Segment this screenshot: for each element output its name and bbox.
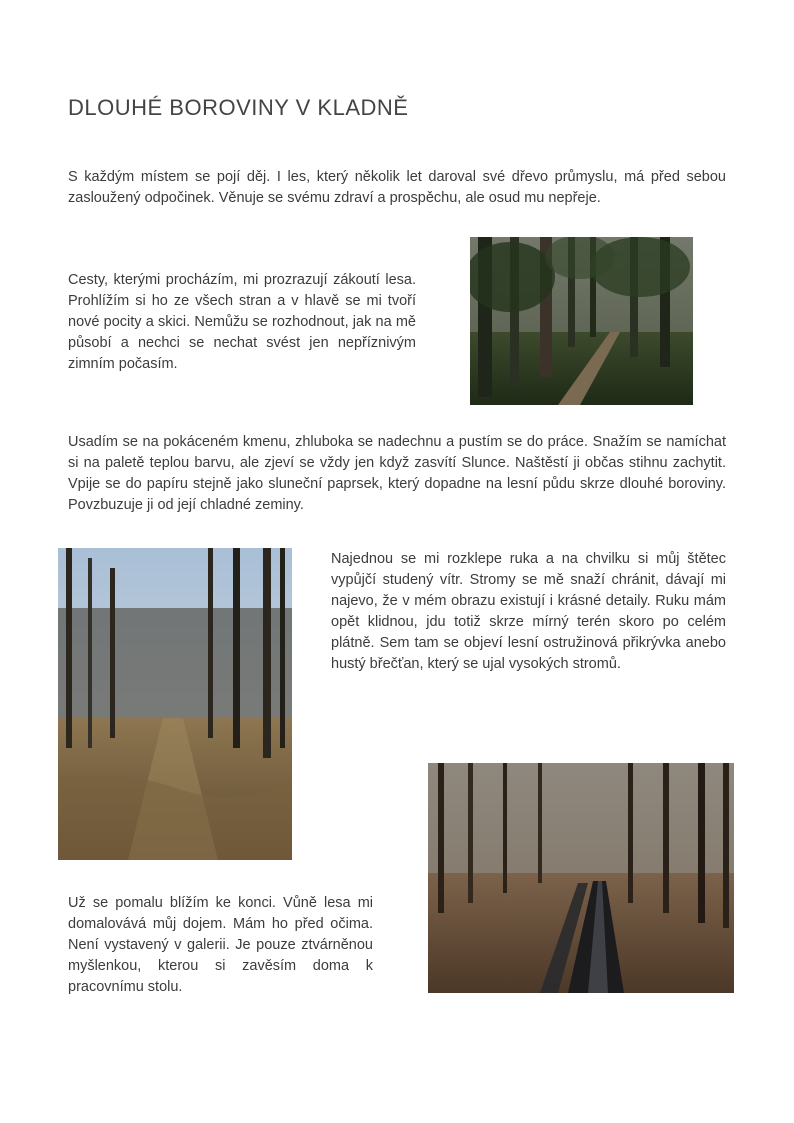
paragraph-paths: Cesty, kterými procházím, mi prozrazují zákoutí lesa. Prohlížím si ho ze všech stran a v hlavě se mi tvoří nové pocity a skici. Nemůžu se rozhodnout, jak na mě působí a nechci se nechat svést jen nepříznivým zimním počasím. xyxy=(68,272,416,372)
paragraph-ending: Už se pomalu blížím ke konci. Vůně lesa mi domalovává můj dojem. Mám ho před očima. Není vystavený v galerii. Je pouze ztvárněnou myšlenkou, kterou si zavěsím doma k pracovnímu stolu. xyxy=(68,895,373,995)
paragraph-painting: Usadím se na pokáceném kmenu, zhluboka se nadechnu a pustím se do práce. Snažím se namíchat si na paletě teplou barvu, ale zjeví se vždy jen když zasvítí Slunce. Naštěstí ji občas stihnu zachytit. Vpije se do papíru stejně jako sluneční paprsek, který dopadne na lesní půdu skrze dlouhé boroviny. Povzbuzuje ji od její chladné zeminy. xyxy=(68,434,726,513)
forest-path-ivy-photo xyxy=(470,237,693,405)
page-title: DLOUHÉ BOROVINY V KLADNĚ xyxy=(68,95,409,120)
paragraph-intro: S každým místem se pojí děj. I les, který několik let daroval své dřevo průmyslu, má před sebou zasloužený odpočinek. Věnuje se svému zdraví a prospěchu, ale osud mu nepřeje. xyxy=(68,169,726,206)
forest-clearing-photo xyxy=(58,548,292,860)
paragraph-wind: Najednou se mi rozklepe ruka a na chvilku si můj štětec vypůjčí studený vítr. Stromy se mě snaží chránit, dávají mi najevo, že v mém obrazu existují i krásné detaily. Ruku mám opět klidnou, jdu totiž skrze mírný terén skoro po celém plátně. Sem tam se objeví lesní ostružinová přikrývka anebo hustý břečťan, který se ujal vysokých stromů. xyxy=(331,551,726,672)
forest-pipeline-photo xyxy=(428,763,734,993)
